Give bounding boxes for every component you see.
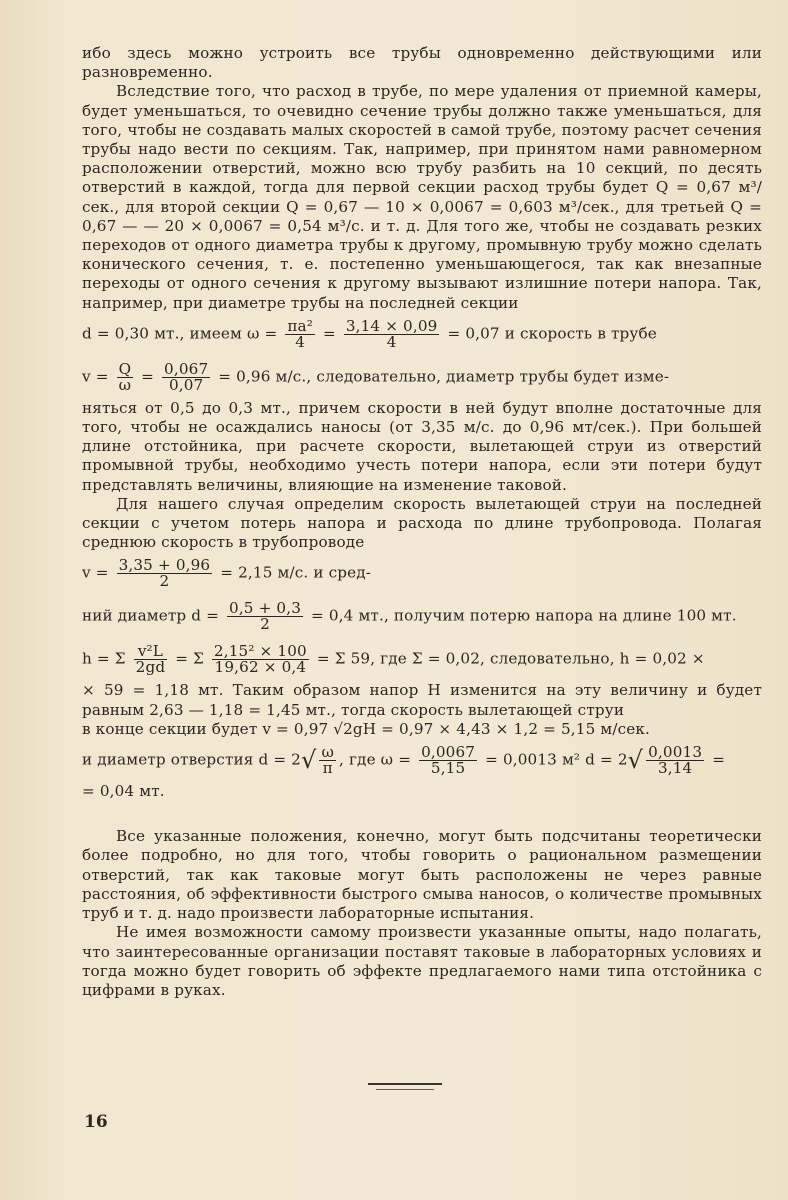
formula-text: = 0,07 и скорость в трубе [447,324,657,343]
paragraph-conclusion: Все указанные положения, конечно, могут быть подсчитаны теоретически более подробно, но для того, чтобы говорить о рациональном размещении отверстий, так как таковые могут быть расположены не через равные расстояния, об эффективности быстрого смыва наносов, о количестве промывных труб и т. д. надо произвести лабораторные испытания. [82,827,762,923]
formula-orifice-diameter [82,739,762,782]
fraction: $\frac{\text{2,15² × 100}}{19,62 \times 0,4}$ [213,642,307,677]
formula-text: = Σ [175,649,204,668]
formula-text: и диаметр отверстия d = 2 [82,750,301,769]
formula-text: v = [82,367,109,386]
fraction: $\frac{0,5 + 0,3}{2}$ [229,599,302,634]
fraction: $\frac{0,0067}{5,15}$ [421,743,476,778]
paragraph-sections: Вследствие того, что расход в трубе, по мере удаления от приемной камеры, будет уменьшаться, то очевидно сечение трубы должно также уменьшаться, для того, чтобы не создавать малых скоростей в самой трубе, поэтому расчет сечения трубы надо вести по секциям. Так, например, при принятом нами равномерном расположении отверстий, можно всю трубу разбить на 10 секций, по десять отверстий в каждой, тогда для первой секции расход трубы будет Q = 0,67 м³/сек., для второй секции Q = 0,67 — 10 × 0,0067 = 0,603 м³/сек., для третьей Q = 0,67 — — 20 × 0,0067 = 0,54 м³/с. и т. д. Для того же, чтобы не создавать резких переходов от одного диаметра трубы к другому, промывную трубу можно сделать конического сечения, т. е. постепенно уменьшающегося, так как внезапные переходы от одного сечения к другому вызывают излишние потери напора. Так, например, при диаметре трубы на последней секции [82,82,762,312]
formula-text: = [141,367,155,386]
page-number: 16 [84,1112,108,1132]
fraction: $\frac{Q}{\omega}$ [118,359,132,394]
formula-text: ний диаметр d = [82,606,220,625]
formula-text: = [712,750,726,769]
formula-mean-velocity [82,552,762,595]
formula-head-loss [82,638,762,681]
paragraph-our-case: Для нашего случая определим скорость вылетающей струи на последней секции с учетом потерь напора и расхода по длине трубопровода. Полагая среднюю скорость в трубопроводе [82,494,762,552]
fraction: $\frac{0,0013}{3,14}$ [648,743,703,778]
formula-text: = 2,15 м/с. и сред- [220,563,372,582]
fraction: $\frac{3,35 + 0,96}{2}$ [118,556,211,591]
formula-text: d = 0,30 мт., имеем ω = [82,324,278,343]
formula-text: h = Σ [82,649,126,668]
formula-text: = 0,4 мт., получим потерю напора на длине 100 мт. [311,606,737,625]
paragraph-final: Не имея возможности самому произвести указанные опыты, надо полагать, что заинтересованные организации поставят таковые в лабораторных условиях и тогда можно будет говорить об эффекте предлагаемого нами типа отстойника с цифрами в руках. [82,923,762,999]
sqrt-icon: √ [627,745,644,774]
sqrt-icon: √ [301,745,317,774]
formula-text: = Σ 59, где Σ = 0,02, следовательно, h = 0,02 × [316,649,705,668]
formula-mean-diameter [82,595,762,638]
fraction: $\frac{3,14 \times 0,09}{4}$ [345,316,438,351]
section-divider-thin [376,1089,434,1090]
fraction: $\frac{\text{v²L}}{2gd}$ [135,642,166,677]
fraction: $\frac{\omega}{\pi}$ [321,743,334,778]
formula-omega [82,313,762,356]
formula-velocity [82,356,762,399]
fraction: $\frac{\text{πa²}}{4}$ [287,316,313,351]
fraction: $\frac{0,067}{0,07}$ [164,359,209,394]
paragraph-diameter: няться от 0,5 до 0,3 мт., причем скорости в ней будут вполне достаточные для того, чтобы не осаждались наносы (от 3,35 м/с. до 0,96 мт/сек.). При большей длине отстойника, при расчете скорости, вылетающей струи из отверстий промывной трубы, необходимо учесть потери напора, если эти потери будут представлять величины, влияющие на изменение таковой. [82,398,762,494]
formula-text: = [322,324,336,343]
formula-jet-velocity: в конце секции будет v = 0,97 √2gH = 0,97 × 4,43 × 1,2 = 5,15 м/сек. [82,719,650,738]
page-body [82,44,762,1000]
formula-text: , где ω = [339,750,412,769]
formula-text: = 0,96 м/с., следовательно, диаметр трубы будет изме- [218,367,670,386]
formula-text: = 0,0013 м² d = 2 [485,750,628,769]
formula-text: v = [82,563,109,582]
formula-result: = 0,04 мт. [82,782,165,801]
paragraph-continued: ибо здесь можно устроить все трубы одновременно действующими или разновременно. [82,44,762,82]
paragraph-head-change: × 59 = 1,18 мт. Таким образом напор H изменится на эту величину и будет равным 2,63 — 1,18 = 1,45 мт., тогда скорость вылетающей струи [82,681,762,719]
section-divider [368,1083,442,1085]
